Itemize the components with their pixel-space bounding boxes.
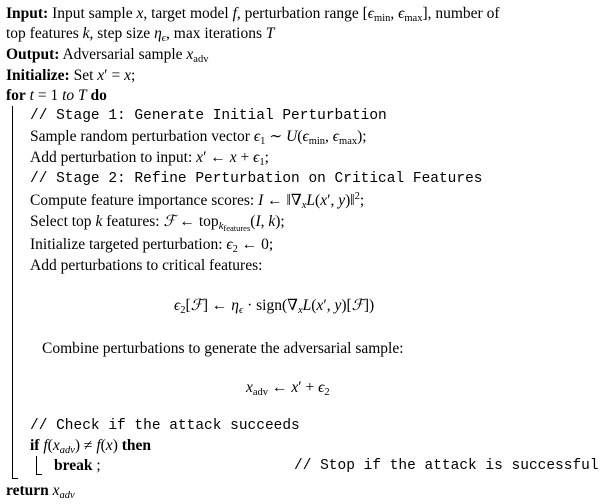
stage1-comment: // Stage 1: Generate Initial Perturbation <box>30 108 387 124</box>
output-label: Output: <box>6 46 60 63</box>
output-line: Output: Adversarial sample $x_{adv}$ <box>6 46 209 65</box>
for-line: for t = 1 to T do <box>6 87 107 104</box>
if-rule <box>36 456 37 474</box>
equation-combine: $x_{adv}$ ← $x' + \epsilon_2$ <box>246 379 330 398</box>
init-targeted-line: Initialize targeted perturbation: $\epsilon_2$ ← 0; <box>30 236 274 255</box>
if-line: if $f(x_{adv}) \ne f(x)$ then <box>30 437 152 456</box>
if-rule-end <box>36 474 42 475</box>
initialize-label: Initialize: <box>6 67 70 84</box>
combine-line: Combine perturbations to generate the adversarial sample: <box>42 340 404 357</box>
check-comment: // Check if the attack succeeds <box>30 418 300 434</box>
select-line: Select top k features: ℱ ← top$_{kfeatures}$(I, k); <box>30 213 285 233</box>
break-line: break ; <box>54 457 101 474</box>
compute-line: Compute feature importance scores: I ← $‖\nabla_xL(x'$, y)‖$^2$; <box>30 191 365 211</box>
initialize-line: Initialize: Set x′ = x; <box>6 67 136 84</box>
stage2-comment: // Stage 2: Refine Perturbation on Critical Features <box>30 171 483 187</box>
stop-comment: // Stop if the attack is successful <box>294 458 599 474</box>
return-line: return $x_{adv}$ <box>6 482 75 501</box>
input-line-2: top features k, step size $\eta_\epsilon$, max iterations T <box>6 25 275 44</box>
for-loop-rule-end <box>12 478 18 479</box>
input-line: Input: Input sample x, target model f, perturbation range [$\epsilon_{min}$, $\epsilon_{max}$], number of <box>6 5 500 24</box>
input-label: Input: <box>6 5 49 22</box>
add-critical-line: Add perturbations to critical features: <box>30 257 263 274</box>
for-loop-rule <box>12 106 13 478</box>
add-perturbation-line: Add perturbation to input: x′ ← $x + \epsilon_1$; <box>30 149 269 168</box>
sample-line: Sample random perturbation vector $\epsilon_1$ ∼ $U(\epsilon_{min}$, $\epsilon_{max}$); <box>30 128 367 147</box>
equation-refine: $\epsilon_2[ℱ]$ ← $\eta_\epsilon$ · $sign(\nabla_xL(x'$, y)[ℱ]) <box>174 297 375 316</box>
